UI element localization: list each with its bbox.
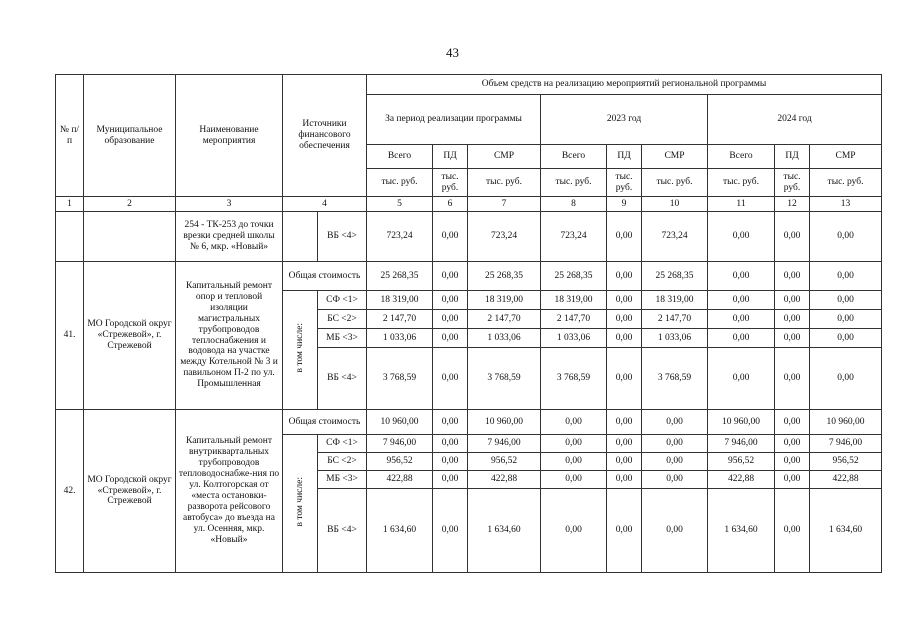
value-cell: 25 268,35 bbox=[642, 262, 708, 291]
header-col-event: Наименование мероприятия bbox=[176, 75, 283, 197]
value-cell: 1 033,06 bbox=[642, 329, 708, 348]
value-cell: 1 634,60 bbox=[810, 489, 882, 573]
value-cell: 7 946,00 bbox=[810, 435, 882, 453]
value-cell: 1 033,06 bbox=[367, 329, 433, 348]
value-cell: 0,00 bbox=[433, 348, 468, 410]
source-label-sf: СФ <1> bbox=[318, 291, 367, 310]
value-cell: 0,00 bbox=[775, 435, 810, 453]
value-cell: 956,52 bbox=[810, 453, 882, 471]
value-cell: 0,00 bbox=[433, 471, 468, 489]
value-cell: 0,00 bbox=[642, 489, 708, 573]
column-number: 12 bbox=[775, 197, 810, 212]
value-cell: 0,00 bbox=[433, 310, 468, 329]
value-cell: 0,00 bbox=[607, 212, 642, 262]
value-cell: 0,00 bbox=[607, 471, 642, 489]
value-cell: 0,00 bbox=[433, 329, 468, 348]
value-cell: 0,00 bbox=[810, 348, 882, 410]
source-label-total: Общая стоимость bbox=[283, 262, 367, 291]
value-cell: 723,24 bbox=[541, 212, 607, 262]
value-cell: 422,88 bbox=[468, 471, 541, 489]
value-cell: 0,00 bbox=[775, 489, 810, 573]
value-cell: 0,00 bbox=[708, 329, 775, 348]
header-smr: СМР bbox=[468, 145, 541, 169]
value-cell: 0,00 bbox=[433, 291, 468, 310]
header-period-total: За период реализации программы bbox=[367, 95, 541, 145]
value-cell: 0,00 bbox=[541, 489, 607, 573]
value-cell: 0,00 bbox=[607, 410, 642, 435]
value-cell: 422,88 bbox=[708, 471, 775, 489]
value-cell: 0,00 bbox=[433, 435, 468, 453]
value-cell: 1 033,06 bbox=[541, 329, 607, 348]
cell-no bbox=[56, 212, 84, 262]
value-cell: 0,00 bbox=[775, 471, 810, 489]
cell-including bbox=[283, 435, 318, 573]
column-number: 5 bbox=[367, 197, 433, 212]
value-cell: 956,52 bbox=[468, 453, 541, 471]
value-cell: 3 768,59 bbox=[541, 348, 607, 410]
value-cell: 7 946,00 bbox=[708, 435, 775, 453]
header-year-2024: 2024 год bbox=[708, 95, 882, 145]
column-number: 13 bbox=[810, 197, 882, 212]
value-cell: 2 147,70 bbox=[367, 310, 433, 329]
including-label: в том числе: bbox=[294, 476, 305, 527]
value-cell: 0,00 bbox=[607, 348, 642, 410]
value-cell: 0,00 bbox=[607, 453, 642, 471]
source-label-mb: МБ <3> bbox=[318, 471, 367, 489]
value-cell: 0,00 bbox=[607, 291, 642, 310]
value-cell: 25 268,35 bbox=[367, 262, 433, 291]
value-cell: 2 147,70 bbox=[541, 310, 607, 329]
cell-event: Капитальный ремонт внутриквартальных трубопроводов тепловодоснабже-ния по ул. Колтогорская от «места остановки-разворота рейсового автобуса» до въезда на ул. Осенняя, мкр. «Новый» bbox=[176, 410, 283, 573]
value-cell: 723,24 bbox=[367, 212, 433, 262]
value-cell: 0,00 bbox=[708, 310, 775, 329]
value-cell: 422,88 bbox=[367, 471, 433, 489]
header-pd: ПД bbox=[433, 145, 468, 169]
column-number: 9 bbox=[607, 197, 642, 212]
value-cell: 1 634,60 bbox=[468, 489, 541, 573]
value-cell: 0,00 bbox=[433, 489, 468, 573]
value-cell: 956,52 bbox=[708, 453, 775, 471]
column-number: 10 bbox=[642, 197, 708, 212]
value-cell: 0,00 bbox=[708, 348, 775, 410]
value-cell: 3 768,59 bbox=[367, 348, 433, 410]
cell-municipality: МО Городской округ «Стрежевой», г. Стрежевой bbox=[84, 262, 176, 410]
value-cell: 0,00 bbox=[433, 453, 468, 471]
source-label-sf: СФ <1> bbox=[318, 435, 367, 453]
column-number: 7 bbox=[468, 197, 541, 212]
value-cell: 0,00 bbox=[541, 471, 607, 489]
header-row bbox=[56, 75, 882, 95]
cell-no: 42. bbox=[56, 410, 84, 573]
header-col-sources: Источники финансового обеспечения bbox=[283, 75, 367, 197]
cell-municipality: МО Городской округ «Стрежевой», г. Стрежевой bbox=[84, 410, 176, 573]
table-row bbox=[56, 262, 882, 291]
header-col-no: № п/п bbox=[56, 75, 84, 197]
value-cell: 0,00 bbox=[607, 435, 642, 453]
value-cell: 0,00 bbox=[433, 410, 468, 435]
value-cell: 0,00 bbox=[775, 310, 810, 329]
value-cell: 0,00 bbox=[541, 435, 607, 453]
source-label-bs: БС <2> bbox=[318, 453, 367, 471]
page-number: 43 bbox=[446, 45, 459, 60]
value-cell: 0,00 bbox=[607, 310, 642, 329]
value-cell: 0,00 bbox=[642, 453, 708, 471]
table-row bbox=[56, 410, 882, 435]
header-unit: тыс. руб. bbox=[433, 169, 468, 197]
column-number: 8 bbox=[541, 197, 607, 212]
value-cell: 25 268,35 bbox=[541, 262, 607, 291]
value-cell: 10 960,00 bbox=[468, 410, 541, 435]
header-year-2023: 2023 год bbox=[541, 95, 708, 145]
value-cell: 0,00 bbox=[775, 262, 810, 291]
value-cell: 0,00 bbox=[642, 410, 708, 435]
header-unit: тыс. руб. bbox=[541, 169, 607, 197]
header-col-municipality: Муниципальное образование bbox=[84, 75, 176, 197]
value-cell: 0,00 bbox=[607, 329, 642, 348]
header-pd: ПД bbox=[775, 145, 810, 169]
value-cell: 723,24 bbox=[642, 212, 708, 262]
value-cell: 0,00 bbox=[775, 453, 810, 471]
value-cell: 422,88 bbox=[810, 471, 882, 489]
value-cell: 0,00 bbox=[642, 471, 708, 489]
source-label-total: Общая стоимость bbox=[283, 410, 367, 435]
source-label-mb: МБ <3> bbox=[318, 329, 367, 348]
value-cell: 18 319,00 bbox=[367, 291, 433, 310]
value-cell: 0,00 bbox=[810, 310, 882, 329]
value-cell: 1 634,60 bbox=[708, 489, 775, 573]
value-cell: 0,00 bbox=[775, 212, 810, 262]
value-cell: 0,00 bbox=[541, 453, 607, 471]
value-cell: 0,00 bbox=[433, 262, 468, 291]
source-label-bs: БС <2> bbox=[318, 310, 367, 329]
value-cell: 7 946,00 bbox=[367, 435, 433, 453]
cell-including bbox=[283, 212, 318, 262]
value-cell: 0,00 bbox=[541, 410, 607, 435]
header-pd: ПД bbox=[607, 145, 642, 169]
value-cell: 0,00 bbox=[708, 212, 775, 262]
value-cell: 18 319,00 bbox=[541, 291, 607, 310]
value-cell: 0,00 bbox=[810, 212, 882, 262]
column-number: 2 bbox=[84, 197, 176, 212]
source-label-vb: ВБ <4> bbox=[318, 489, 367, 573]
value-cell: 2 147,70 bbox=[468, 310, 541, 329]
value-cell: 0,00 bbox=[433, 212, 468, 262]
header-smr: СМР bbox=[642, 145, 708, 169]
header-unit: тыс. руб. bbox=[810, 169, 882, 197]
value-cell: 1 033,06 bbox=[468, 329, 541, 348]
value-cell: 25 268,35 bbox=[468, 262, 541, 291]
header-unit: тыс. руб. bbox=[607, 169, 642, 197]
header-volume: Объем средств на реализацию мероприятий региональной программы bbox=[367, 75, 882, 95]
including-label: в том числе: bbox=[294, 323, 305, 373]
value-cell: 0,00 bbox=[810, 291, 882, 310]
value-cell: 0,00 bbox=[708, 291, 775, 310]
cell-including bbox=[283, 291, 318, 410]
value-cell: 956,52 bbox=[367, 453, 433, 471]
column-numbers-row bbox=[56, 197, 882, 212]
cell-municipality bbox=[84, 212, 176, 262]
value-cell: 7 946,00 bbox=[468, 435, 541, 453]
value-cell: 0,00 bbox=[775, 348, 810, 410]
header-unit: тыс. руб. bbox=[642, 169, 708, 197]
value-cell: 3 768,59 bbox=[642, 348, 708, 410]
value-cell: 0,00 bbox=[775, 291, 810, 310]
value-cell: 3 768,59 bbox=[468, 348, 541, 410]
header-unit: тыс. руб. bbox=[775, 169, 810, 197]
value-cell: 10 960,00 bbox=[810, 410, 882, 435]
header-total: Всего bbox=[541, 145, 607, 169]
header-total: Всего bbox=[367, 145, 433, 169]
header-unit: тыс. руб. bbox=[708, 169, 775, 197]
source-label-vb: ВБ <4> bbox=[318, 348, 367, 410]
column-number: 1 bbox=[56, 197, 84, 212]
cell-no: 41. bbox=[56, 262, 84, 410]
value-cell: 18 319,00 bbox=[642, 291, 708, 310]
column-number: 11 bbox=[708, 197, 775, 212]
value-cell: 0,00 bbox=[810, 329, 882, 348]
header-unit: тыс. руб. bbox=[367, 169, 433, 197]
source-label-vb: ВБ <4> bbox=[318, 212, 367, 262]
budget-table bbox=[55, 74, 882, 573]
value-cell: 0,00 bbox=[708, 262, 775, 291]
value-cell: 2 147,70 bbox=[642, 310, 708, 329]
value-cell: 18 319,00 bbox=[468, 291, 541, 310]
value-cell: 0,00 bbox=[775, 410, 810, 435]
value-cell: 10 960,00 bbox=[367, 410, 433, 435]
table-row bbox=[56, 212, 882, 262]
value-cell: 0,00 bbox=[607, 262, 642, 291]
value-cell: 0,00 bbox=[775, 329, 810, 348]
value-cell: 0,00 bbox=[810, 262, 882, 291]
value-cell: 723,24 bbox=[468, 212, 541, 262]
value-cell: 0,00 bbox=[642, 435, 708, 453]
column-number: 6 bbox=[433, 197, 468, 212]
value-cell: 0,00 bbox=[607, 489, 642, 573]
header-smr: СМР bbox=[810, 145, 882, 169]
header-unit: тыс. руб. bbox=[468, 169, 541, 197]
header-total: Всего bbox=[708, 145, 775, 169]
column-number: 4 bbox=[283, 197, 367, 212]
cell-event: Капитальный ремонт опор и тепловой изоляции магистральных трубопроводов теплоснабжения и водовода на участке между Котельной № 3 и павильоном П-2 по ул. Промышленная bbox=[176, 262, 283, 410]
value-cell: 10 960,00 bbox=[708, 410, 775, 435]
cell-event: 254 - ТК-253 до точки врезки средней школы № 6, мкр. «Новый» bbox=[176, 212, 283, 262]
value-cell: 1 634,60 bbox=[367, 489, 433, 573]
column-number: 3 bbox=[176, 197, 283, 212]
